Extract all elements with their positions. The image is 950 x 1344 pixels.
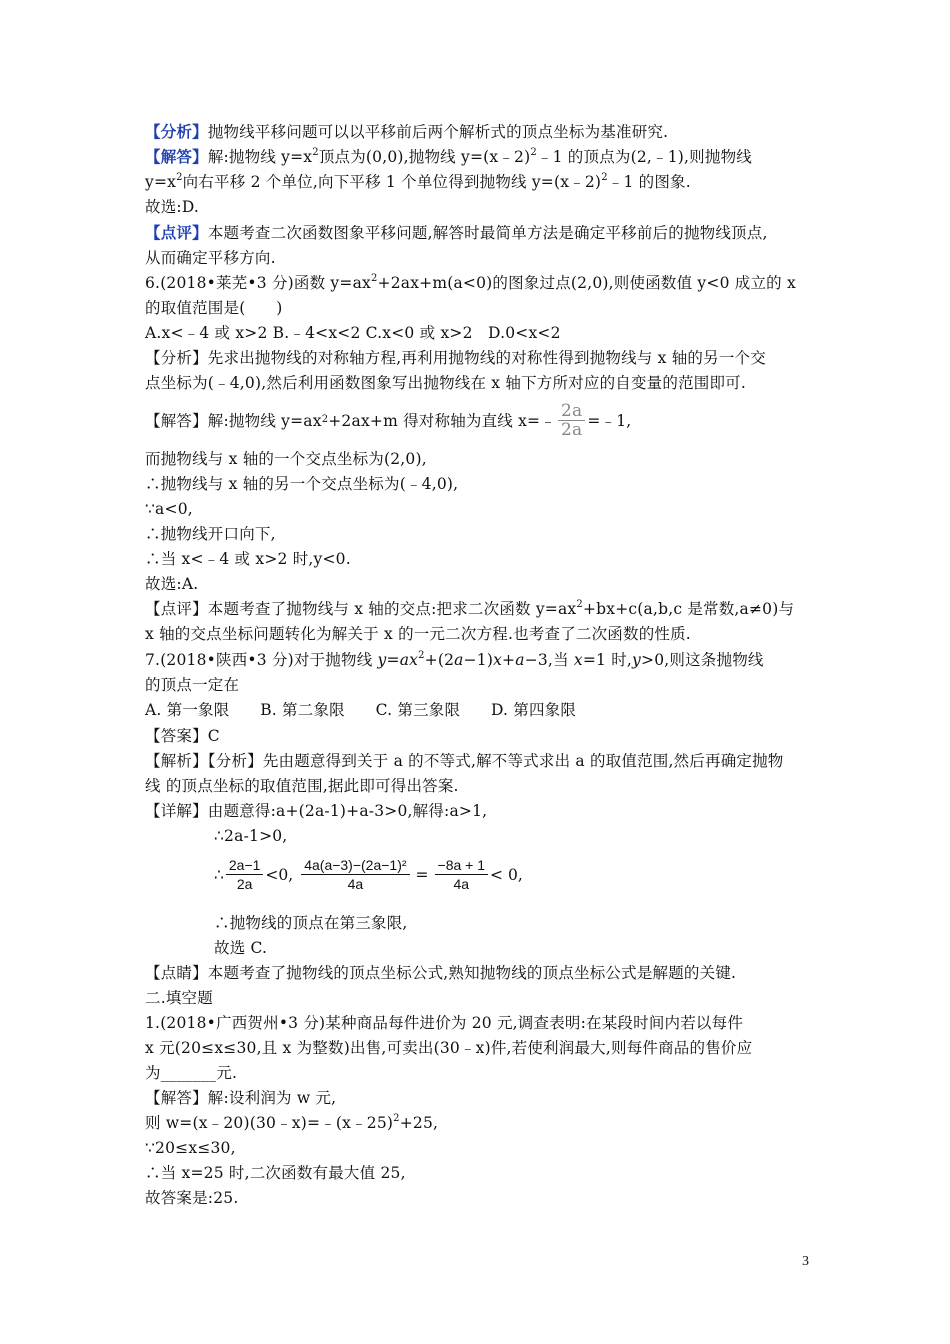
- analysis-tag: 【分析】: [145, 122, 208, 141]
- question-6-solution-2: 而抛物线与 x 轴的一个交点坐标为(2,0),: [145, 450, 427, 468]
- fraction-1: $\frac{2a-1}{2a}$: [226, 856, 264, 893]
- section-heading: 二.填空题: [145, 989, 213, 1007]
- analysis-line: 【分析】抛物线平移问题可以以平移前后两个解析式的顶点坐标为基准研究.: [145, 122, 669, 141]
- fill-solution-5: 故答案是:25.: [145, 1189, 239, 1207]
- question-6-analysis-1: 【分析】先求出抛物线的对称轴方程,再利用抛物线的对称性得到抛物线与 x 轴的另一个交: [145, 349, 766, 367]
- question-6-solution-7: 故选:A.: [145, 575, 199, 593]
- question-7-line-2: 的顶点一定在: [145, 676, 240, 694]
- fill-solution-4: ∴当 x=25 时,二次函数有最大值 25,: [145, 1164, 406, 1182]
- fraction-2: $\frac{\text{4a(a−3)−(2a−1)²}}{4a}$: [301, 856, 409, 893]
- question-6-analysis-2: 点坐标为(﹣4,0),然后利用函数图象写出抛物线在 x 轴下方所对应的自变量的范围即可.: [145, 374, 746, 392]
- question-7-detail-3: ∴抛物线的顶点在第三象限,: [214, 914, 408, 932]
- question-7-answer: 【答案】C: [145, 727, 220, 745]
- page-number: 3: [802, 1254, 809, 1269]
- question-6-solution-1: 【解答】解:抛物线 y=ax $^2$ +2ax+m 得对称轴为直线 x=﹣ $\frac{2a}{2a}$ =﹣1,: [145, 401, 632, 440]
- question-6-solution-3: ∴抛物线与 x 轴的另一个交点坐标为(﹣4,0),: [145, 475, 459, 493]
- question-6-comment-2: x 轴的交点坐标问题转化为解关于 x 的一元二次方程.也考查了二次函数的性质.: [145, 625, 691, 643]
- question-7-line-1: 7.(2018•陕西•3 分)对于抛物线 $y=ax^2+(2a-1)x+a-3$,当 x=1 时,y>0,则这条抛物线: [145, 649, 764, 669]
- fraction-2a-over-2a: $\frac{2a}{2a}$: [558, 402, 585, 439]
- comment-line: 【点评】本题考查二次函数图象平移问题,解答时最简单方法是确定平移前后的抛物线顶点,: [145, 223, 768, 242]
- comment-tag: 【点评】: [145, 223, 208, 242]
- choice-d-line: 故选:D.: [145, 198, 200, 216]
- question-7-options: A. 第一象限 B. 第二象限 C. 第三象限 D. 第四象限: [145, 701, 577, 719]
- question-7-detail-1: 【详解】由题意得:a+(2a-1)+a-3>0,解得:a>1,: [145, 802, 488, 820]
- question-7-remark: 【点睛】本题考查了抛物线的顶点坐标公式,熟知抛物线的顶点坐标公式是解题的关键.: [145, 964, 737, 982]
- question-7-detail-4: 故选 C.: [214, 939, 268, 957]
- question-7-detail-2: ∴2a-1>0,: [214, 827, 288, 845]
- question-6-solution-5: ∴抛物线开口向下,: [145, 525, 276, 543]
- question-6-solution-4: ∵a<0,: [145, 500, 193, 518]
- question-6-line-1: 6.(2018•莱芜•3 分)函数 $y=ax^2+2ax+m(a<0)$的图象过点(2,0),则使函数值 y<0 成立的 x: [145, 272, 796, 292]
- answer-line-2: $y=x^2$向右平移 2 个单位,向下平移 1 个单位得到抛物线 y=(x﹣2)$^2$﹣1 的图象.: [145, 171, 691, 191]
- answer-tag: 【解答】: [145, 147, 208, 166]
- question-6-comment-1: 【点评】本题考查了抛物线与 x 轴的交点:把求二次函数 $y=ax^2+bx+c(a,b,c$ 是常数,a≠0)与: [145, 598, 795, 618]
- fraction-3: $\frac{-8a + 1}{4a}$: [435, 856, 489, 893]
- question-7-analysis-2: 线 的顶点坐标的取值范围,据此即可得出答案.: [145, 777, 459, 795]
- fill-question-1-line-1: 1.(2018•广西贺州•3 分)某种商品每件进价为 20 元,调查表明:在某段时间内若以每件: [145, 1014, 744, 1032]
- fill-solution-1: 【解答】解:设利润为 w 元,: [145, 1089, 337, 1107]
- fill-question-1-line-3: 为_______元.: [145, 1064, 238, 1082]
- answer-line-1: 【解答】解:抛物线 $y=x^2$顶点为(0,0),抛物线 y=(x﹣2)$^2$﹣1 的顶点为(2,﹣1),则抛物线: [145, 146, 752, 166]
- question-6-solution-6: ∴当 x<﹣4 或 x>2 时,y<0.: [145, 550, 351, 568]
- fill-solution-2: 则 w=(x﹣20)(30﹣x)=﹣(x﹣25)$^2$+25,: [145, 1112, 439, 1132]
- fill-question-1-line-2: x 元(20≤x≤30,且 x 为整数)出售,可卖出(30﹣x)件,若使利润最大,则每件商品的售价应: [145, 1039, 753, 1057]
- question-6-line-2: 的取值范围是( ): [145, 299, 283, 317]
- comment-line-2: 从而确定平移方向.: [145, 249, 276, 267]
- fill-solution-3: ∵20≤x≤30,: [145, 1139, 236, 1157]
- question-7-analysis-1: 【解析】【分析】先由题意得到关于 a 的不等式,解不等式求出 a 的取值范围,然后再确定抛物: [145, 752, 784, 770]
- question-7-inequality: ∴ $\frac{2a-1}{2a}$ <0, $\frac{\text{4a(a−3)−(2a−1)²}}{4a}$ = $\frac{-8a + 1}{4a}$ < 0,: [214, 857, 523, 892]
- question-6-options: A.x<﹣4 或 x>2 B.﹣4<x<2 C.x<0 或 x>2 D.0<x<2: [145, 324, 561, 342]
